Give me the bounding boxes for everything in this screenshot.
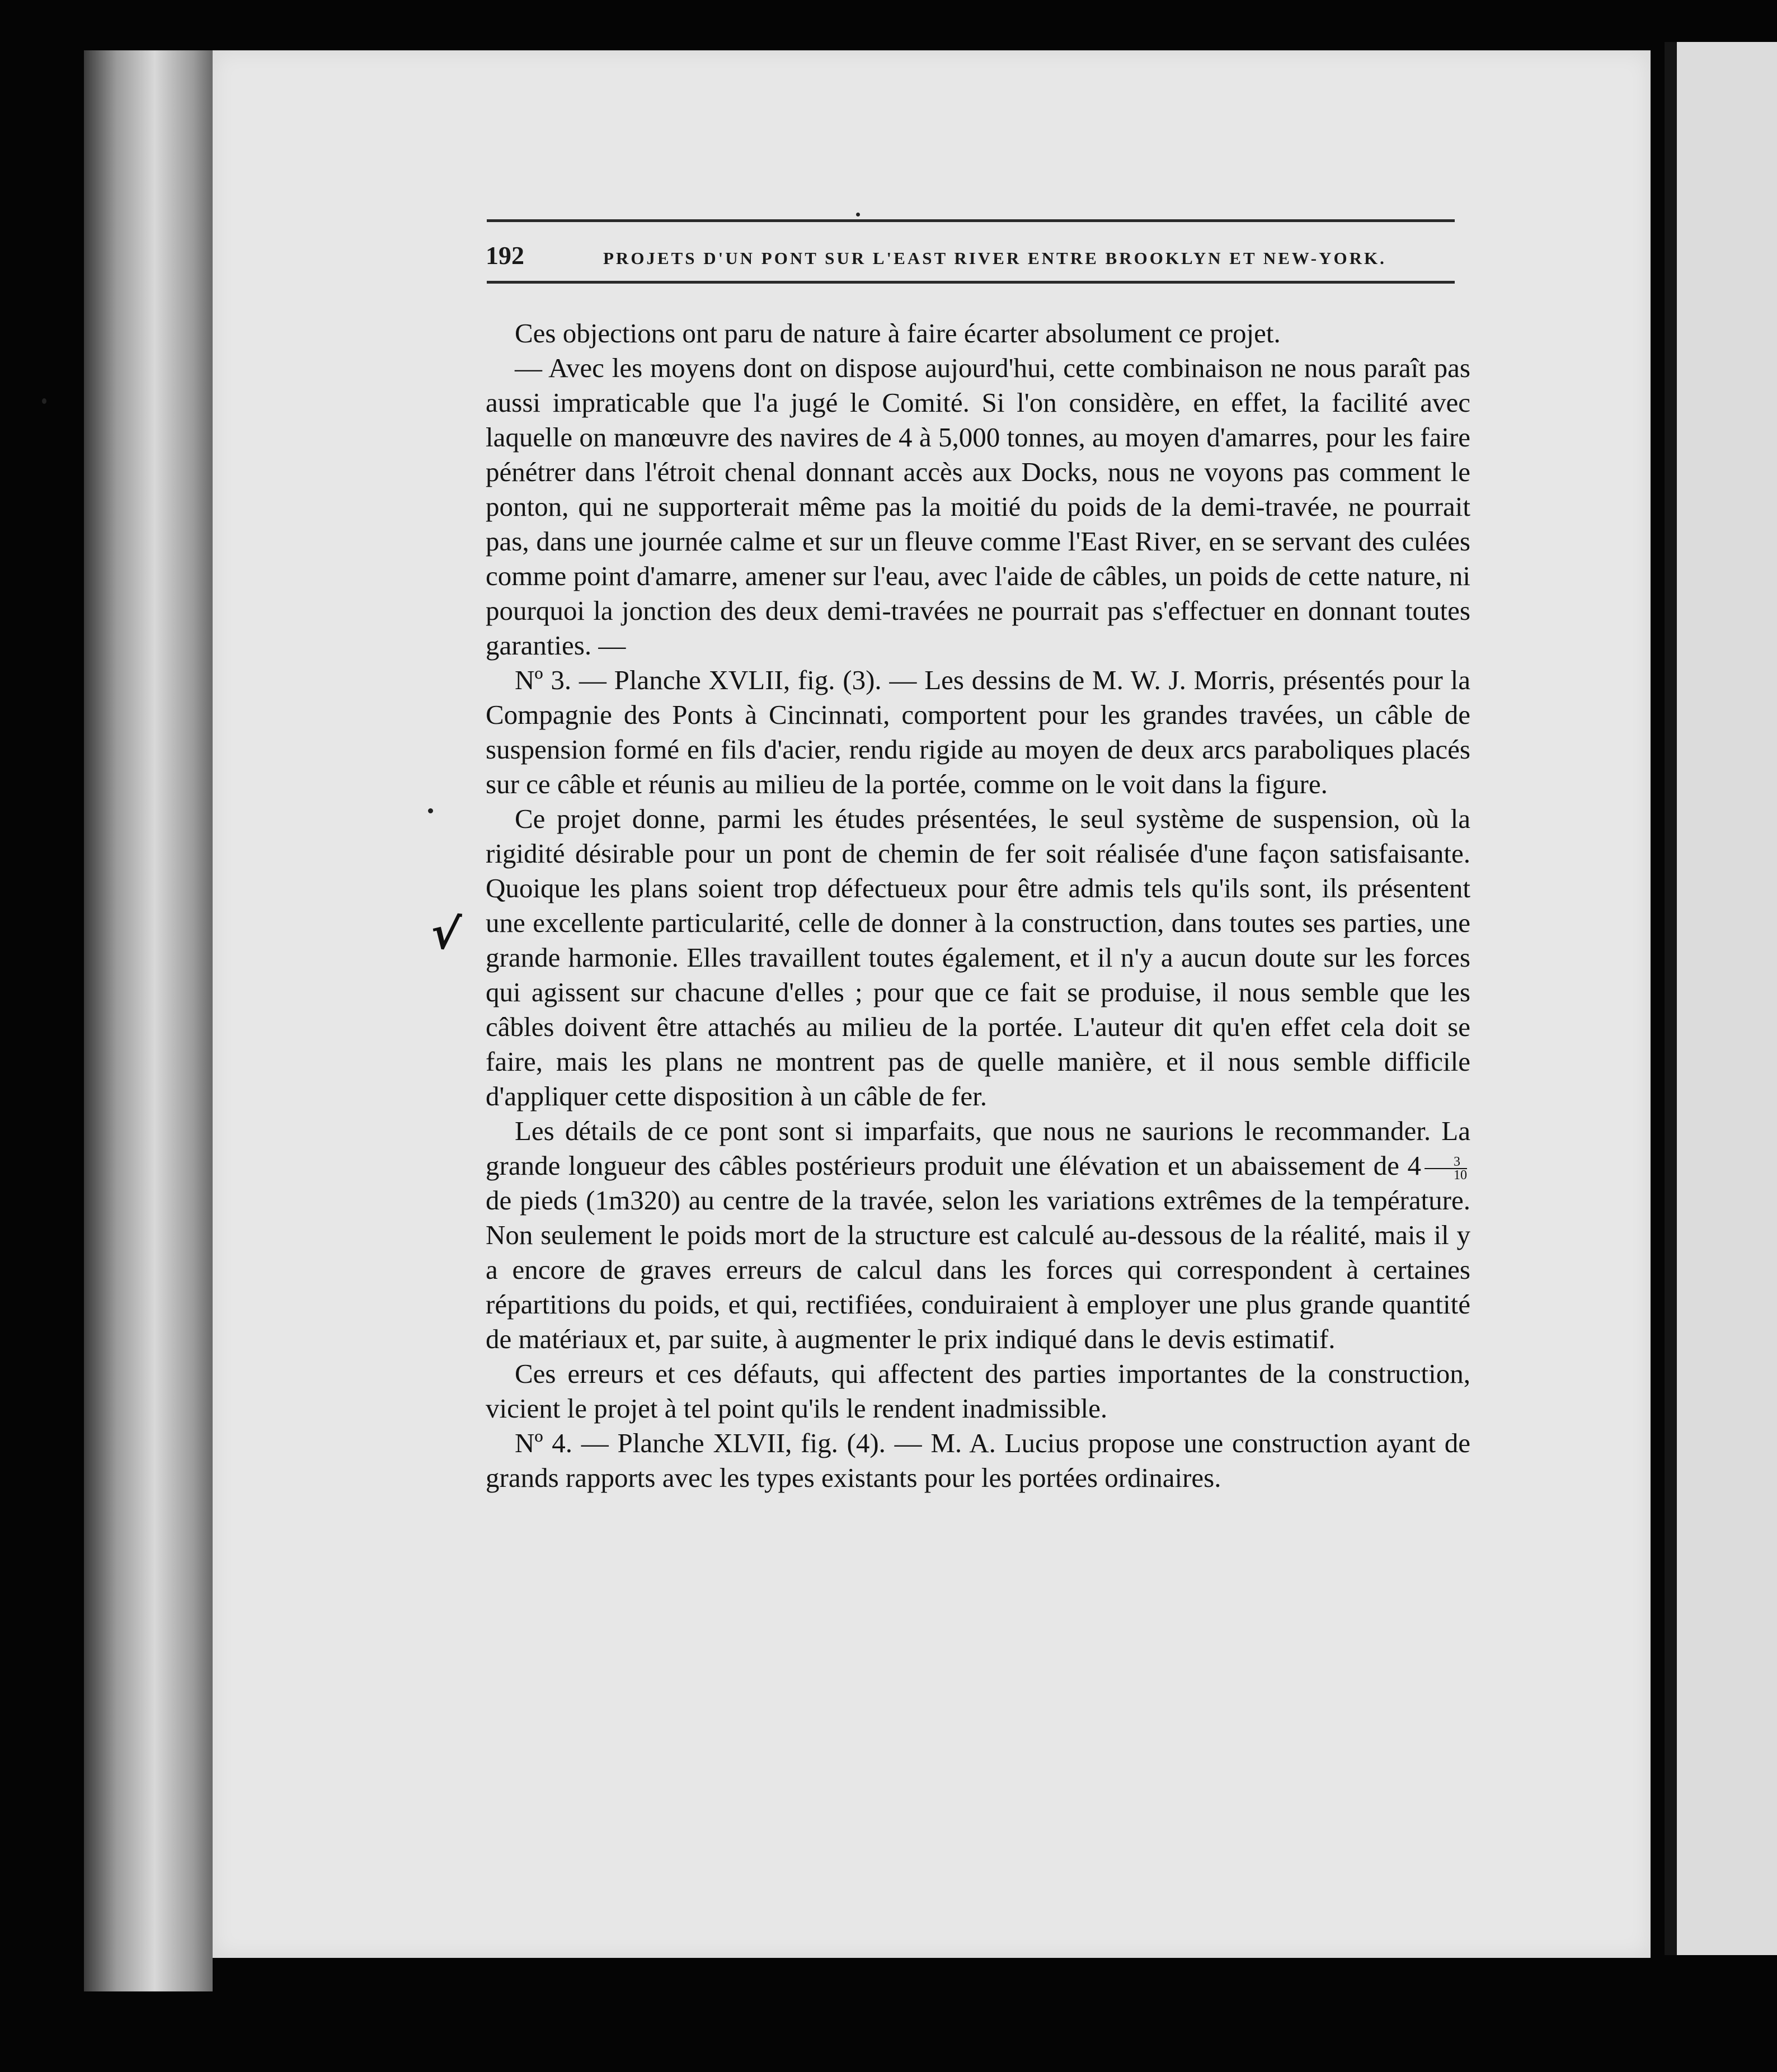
next-page-edge (1665, 42, 1777, 1955)
paragraph: Ce projet donne, parmi les études présentées, le seul système de suspension, où la rigidité désirable pour un pont de chemin de fer soit réalisée d'une façon satisfaisante. Quoique les plans soient trop défectueux pour être admis tels qu'ils sont, ils présentent une excellente particularité, celle de donner à la construction, dans toutes ses parties, une grande harmonie. Elles travaillent toutes également, et il n'y a aucun doute sur les forces qui agissent sur chacune d'elles ; pour que ce fait se produise, il nous semble que les câbles doivent être attachés au milieu de la portée. L'auteur dit qu'en effet cela doit se faire, mais les plans ne montrent pas de quelle manière, et il nous semble difficile d'appliquer cette disposition à un câble de fer. (486, 803, 1470, 1112)
header-rule-top (487, 219, 1455, 222)
paragraph-part: Les détails de ce pont sont si imparfaits, que nous ne saurions le recommander. La grande longueur des câbles postérieurs produit une élévation et un abaissement de 4 (486, 1115, 1470, 1181)
paragraph: Ces erreurs et ces défauts, qui affectent des parties importantes de la construction, vicient le projet à tel point qu'ils le rendent inadmissible. (486, 1358, 1470, 1424)
page-number: 192 (486, 241, 524, 270)
scan-speck (428, 808, 433, 813)
scan-speck (856, 213, 860, 216)
margin-check-mark: √ (428, 907, 463, 961)
paragraph: Nº 3. — Planche XVLII, fig. (3). — Les dessins de M. W. J. Morris, présentés pour la Compagnie des Ponts à Cincinnati, comportent pour les grandes travées, un câble de suspension formé en fils d'acier, rendu rigide au moyen de deux arcs paraboliques placés sur ce câble et réunis au milieu de la portée, comme on le voit dans la figure. (486, 665, 1470, 799)
running-head (486, 241, 1459, 274)
body-text (486, 316, 1470, 1495)
paragraph: Ces objections ont paru de nature à faire écarter absolument ce projet. (515, 318, 1281, 349)
scan-speck (42, 398, 46, 404)
paragraph: — Avec les moyens dont on dispose aujourd'hui, cette combinaison ne nous paraît pas aussi impraticable que l'a jugé le Comité. Si l'on considère, en effet, la facilité avec laquelle on manœuvre des navires de 4 à 5,000 tonnes, au moyen d'amarres, pour les faire pénétrer dans l'étroit chenal donnant accès aux Docks, nous ne voyons pas comment le ponton, qui ne supporterait même pas la moitié du poids de la demi-travée, ne pourrait pas, dans une journée calme et sur un fleuve comme l'East River, en se servant des culées comme point d'amarre, amener sur l'eau, avec l'aide de câbles, un poids de cette nature, ni pourquoi la jonction des deux demi-travées ne pourrait pas s'effectuer en donnant toutes garanties. — (486, 352, 1470, 661)
paragraph: Nº 4. — Planche XLVII, fig. (4). — M. A. Lucius propose une construction ayant de grands rapports avec les types existants pour les portées ordinaires. (486, 1428, 1470, 1493)
fraction-numerator: 3 (1425, 1156, 1467, 1169)
fraction (1425, 1156, 1467, 1181)
binding-shadow (84, 50, 213, 1991)
running-title: PROJETS D'UN PONT SUR L'EAST RIVER ENTRE BROOKLYN ET NEW-YORK. (603, 248, 1386, 268)
paragraph (486, 1114, 1470, 1357)
paragraph-part: de pieds (1m320) au centre de la travée, selon les variations extrêmes de la température. Non seulement le poids mort de la structure est calculé au-dessous de la réalité, mais il y a encore de graves erreurs de calcul dans les forces qui correspondent à certaines répartitions du poids, et qui, rectifiées, conduiraient à employer une plus grande quantité de matériaux et, par suite, à augmenter le prix indiqué dans le devis estimatif. (486, 1185, 1470, 1354)
header-rule-bottom (487, 281, 1455, 284)
fraction-denominator: 10 (1454, 1167, 1467, 1183)
